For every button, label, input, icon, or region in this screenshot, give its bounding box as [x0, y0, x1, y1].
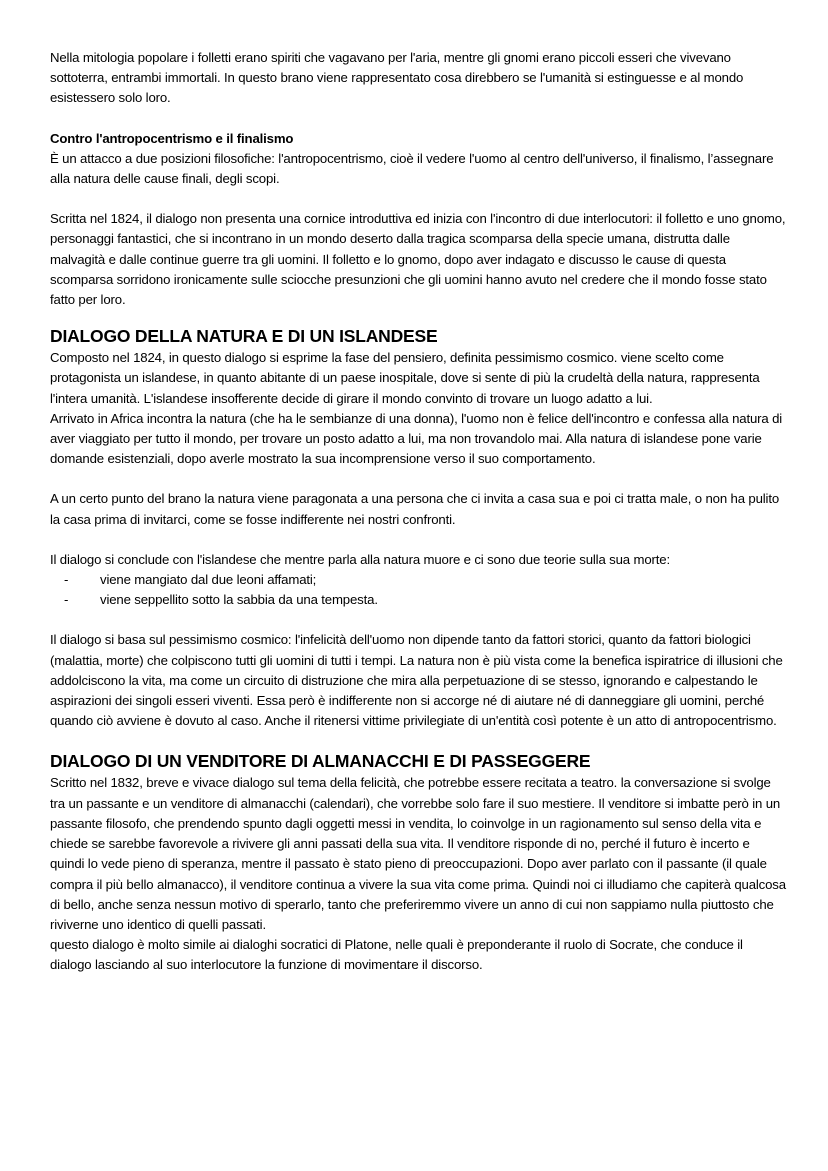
list-item-text: viene seppellito sotto la sabbia da una tempesta. — [100, 592, 378, 608]
paragraph: Arrivato in Africa incontra la natura (che ha le sembianze di una donna), l'uomo non è felice dell'incontro e confessa alla natura di aver viaggiato per tutto il mondo, per trovare un posto adatto a lui, ma non trovandolo mai. Alla natura di islandese pone varie domande esistenziali, dopo averle mostrato la sua incomprensione verso il suo comportamento. — [50, 410, 783, 467]
paragraph: questo dialogo è molto simile ai dialoghi socratici di Platone, nelle quali è preponderante il ruolo di Socrate, che conduce il dialogo lasciando al suo interlocutore la funzione di movimentare il discorso. — [50, 937, 743, 973]
document-page — [50, 48, 786, 976]
dash-bullet: - — [64, 592, 69, 608]
paragraph: A un certo punto del brano la natura viene paragonata a una persona che ci invita a casa sua e poi ci tratta male, o non ha pulito la casa prima di invitarci, come se fosse indifferente nei nostri confronti. — [50, 491, 780, 527]
paragraph: Composto nel 1824, in questo dialogo si esprime la fase del pensiero, definita pessimismo cosmico. viene scelto come protagonista un islandese, in quanto abitante di un paese inospitale, dove si sente di più la crudeltà della natura, rappresenta l'intera umanità. L'islandese insofferente decide di girare il mondo convinto di trovare un luogo adatto a lui. — [50, 350, 760, 406]
intro-paragraph: Nella mitologia popolare i folletti erano spiriti che vagavano per l'aria, mentre gli gnomi erano piccoli esseri che vivevano sottoterra, entrambi immortali. In questo brano viene rappresentato cosa direbbero se l'umanità si estinguesse e al mondo esistessero solo loro. — [50, 50, 744, 106]
paragraph: Il dialogo si conclude con l'islandese che mentre parla alla natura muore e ci sono due teorie sulla sua morte: — [50, 551, 670, 567]
intro-paragraph-2: Scritta nel 1824, il dialogo non presenta una cornice introduttiva ed inizia con l'incontro di due interlocutori: il folletto e uno gnomo, personaggi fantastici, che si incontrano in un mondo deserto dalla tragica scomparsa della specie umana, distrutta dalle malvagità e dalle continue guerre tra gli uomini. Il folletto e lo gnomo, dopo aver indagato e discusso le cause di questa scomparsa sorridono ironicamente sulle sciocche presunzioni che gli uomini hanno avuto nel credere che il mondo fosse stato fatto per loro. — [50, 211, 786, 308]
subheading-text: È un attacco a due posizioni filosofiche: l'antropocentrismo, cioè il vedere l'uomo al centro dell'universo, il finalismo, l’assegnare alla natura delle cause finali, degli scopi. — [50, 150, 774, 187]
list-item — [50, 590, 786, 610]
list-item — [50, 570, 786, 590]
section-title: DIALOGO DELLA NATURA E DI UN ISLANDESE — [50, 326, 438, 347]
section-islandese — [50, 324, 786, 731]
section-title: DIALOGO DI UN VENDITORE DI ALMANACCHI E DI PASSEGGERE — [50, 751, 591, 772]
subheading-antropocentrismo: Contro l'antropocentrismo e il finalismo — [50, 130, 294, 146]
list-item-text: viene mangiato dal due leoni affamati; — [100, 572, 317, 588]
paragraph: Il dialogo si basa sul pessimismo cosmico: l'infelicità dell'uomo non dipende tanto da fattori storici, quanto da fattori biologici (malattia, morte) che colpiscono tutti gli uomini di tutti i tempi. La natura non è più vista come la benefica ispiratrice di illusioni che addolciscono la vita, ma come un circuito di distruzione che mira alla perpetuazione di se stesso, ignorando e calpestando le aspirazioni dei singoli esseri viventi. Essa però è indifferente non si accorge né di aiutare né di danneggiare gli uomini, perché quando ciò avviene è dovuto al caso. Anche il ritenersi vittime privilegiate di un'entità così potente è un atto di antropocentrismo. — [50, 632, 783, 729]
death-theories-list — [50, 570, 786, 610]
section-venditore — [50, 749, 786, 975]
dash-bullet: - — [64, 572, 69, 588]
paragraph: Scritto nel 1832, breve e vivace dialogo sul tema della felicità, che potrebbe essere recitata a teatro. la conversazione si svolge tra un passante e un venditore di almanacchi (calendari), che vorrebbe solo fare il suo mestiere. Il venditore si imbatte però in un passante filosofo, che prendendo spunto dagli oggetti messi in vendita, lo coinvolge in un ragionamento sul senso della vita e chiede se sarebbe favorevole a rivivere gli anni passati della sua vita. Il venditore risponde di no, perché il futuro è incerto e quindi lo vede pieno di speranza, mentre il passato è stato pieno di preoccupazioni. Dopo aver parlato con il passante (il quale compra il più bello almanacco), il venditore continua a vivere la sua vita come prima. Quindi noi ci illudiamo che capiterà qualcosa di bello, anche senza nessun motivo di sperarlo, tanto che preferiremmo vivere un anno di cui non sappiamo nulla piuttosto che riviverne uno identico di quelli passati. — [50, 775, 786, 932]
